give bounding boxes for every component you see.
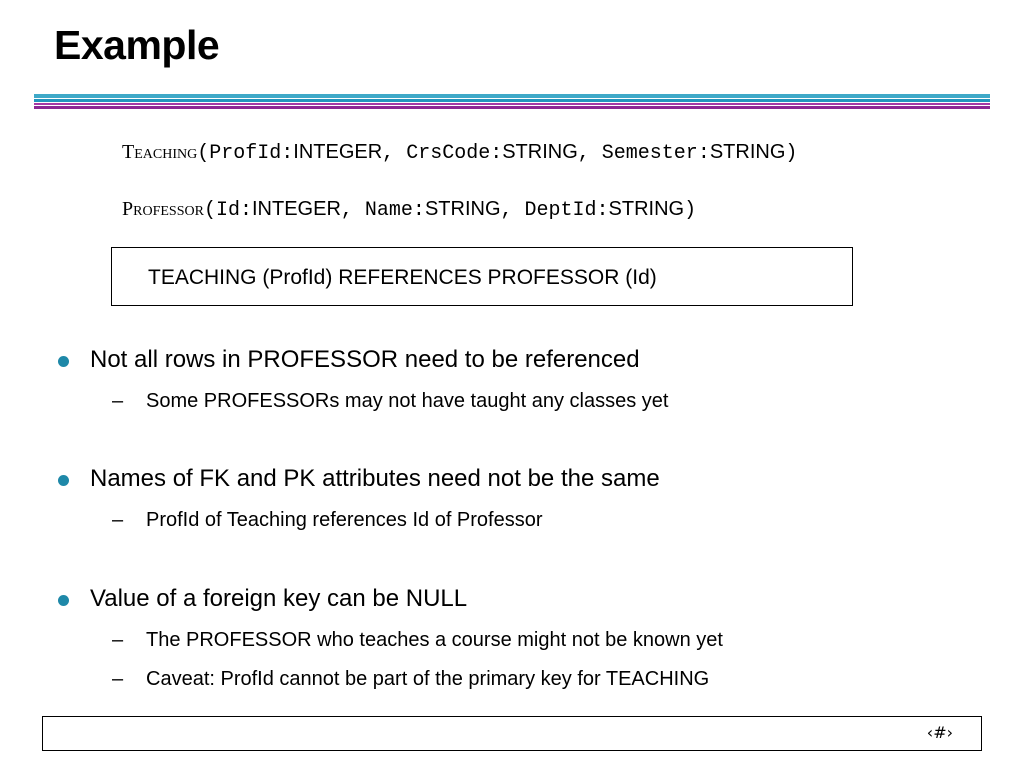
slide-title: Example xyxy=(54,22,220,68)
sub-bullet-dash: – xyxy=(112,390,124,412)
attribute-name: Id xyxy=(215,199,240,222)
footer-box xyxy=(42,716,982,751)
professor-schema: Professor(Id:INTEGER, Name:STRING, DeptId:STRING) xyxy=(122,198,697,222)
relation-name: Professor xyxy=(122,198,204,220)
attribute-type: INTEGER xyxy=(293,141,383,163)
attribute-type: STRING xyxy=(424,198,501,220)
bullet-dot xyxy=(58,475,69,486)
bullet-text: Value of a foreign key can be NULL xyxy=(90,585,468,612)
sub-bullet-text: Some PROFESSORs may not have taught any classes yet xyxy=(146,390,669,412)
relation-name: Teaching xyxy=(122,141,198,163)
attribute-name: Semester xyxy=(601,142,698,165)
attribute-name: DeptId xyxy=(524,199,597,222)
sub-bullet-dash: – xyxy=(112,629,124,651)
attribute-name: CrsCode xyxy=(406,142,491,165)
sub-bullet-text: The PROFESSOR who teaches a course might not be known yet xyxy=(146,629,723,651)
attribute-type: STRING xyxy=(608,198,685,220)
attribute-type: STRING xyxy=(709,141,786,163)
bullet-text: Not all rows in PROFESSOR need to be referenced xyxy=(90,346,640,373)
attribute-name: ProfId xyxy=(209,142,282,165)
sub-bullet-text: Caveat: ProfId cannot be part of the primary key for TEACHING xyxy=(146,668,710,690)
bullet-dot xyxy=(58,356,69,367)
sub-bullet-dash: – xyxy=(112,509,124,531)
constraint-text: TEACHING (ProfId) REFERENCES PROFESSOR (Id) xyxy=(148,266,657,289)
sub-bullet-text: ProfId of Teaching references Id of Professor xyxy=(146,509,543,531)
slide-number: ‹#› xyxy=(926,723,953,742)
teaching-schema: Teaching(ProfId:INTEGER, CrsCode:STRING, Semester:STRING) xyxy=(122,141,798,165)
attribute-type: STRING xyxy=(502,141,578,163)
constraint-box xyxy=(111,247,853,306)
bullet-text: Names of FK and PK attributes need not be the same xyxy=(90,465,660,492)
attribute-type: INTEGER xyxy=(251,198,341,220)
bullet-dot xyxy=(58,595,69,606)
sub-bullet-dash: – xyxy=(112,668,124,690)
attribute-name: Name xyxy=(364,199,413,222)
